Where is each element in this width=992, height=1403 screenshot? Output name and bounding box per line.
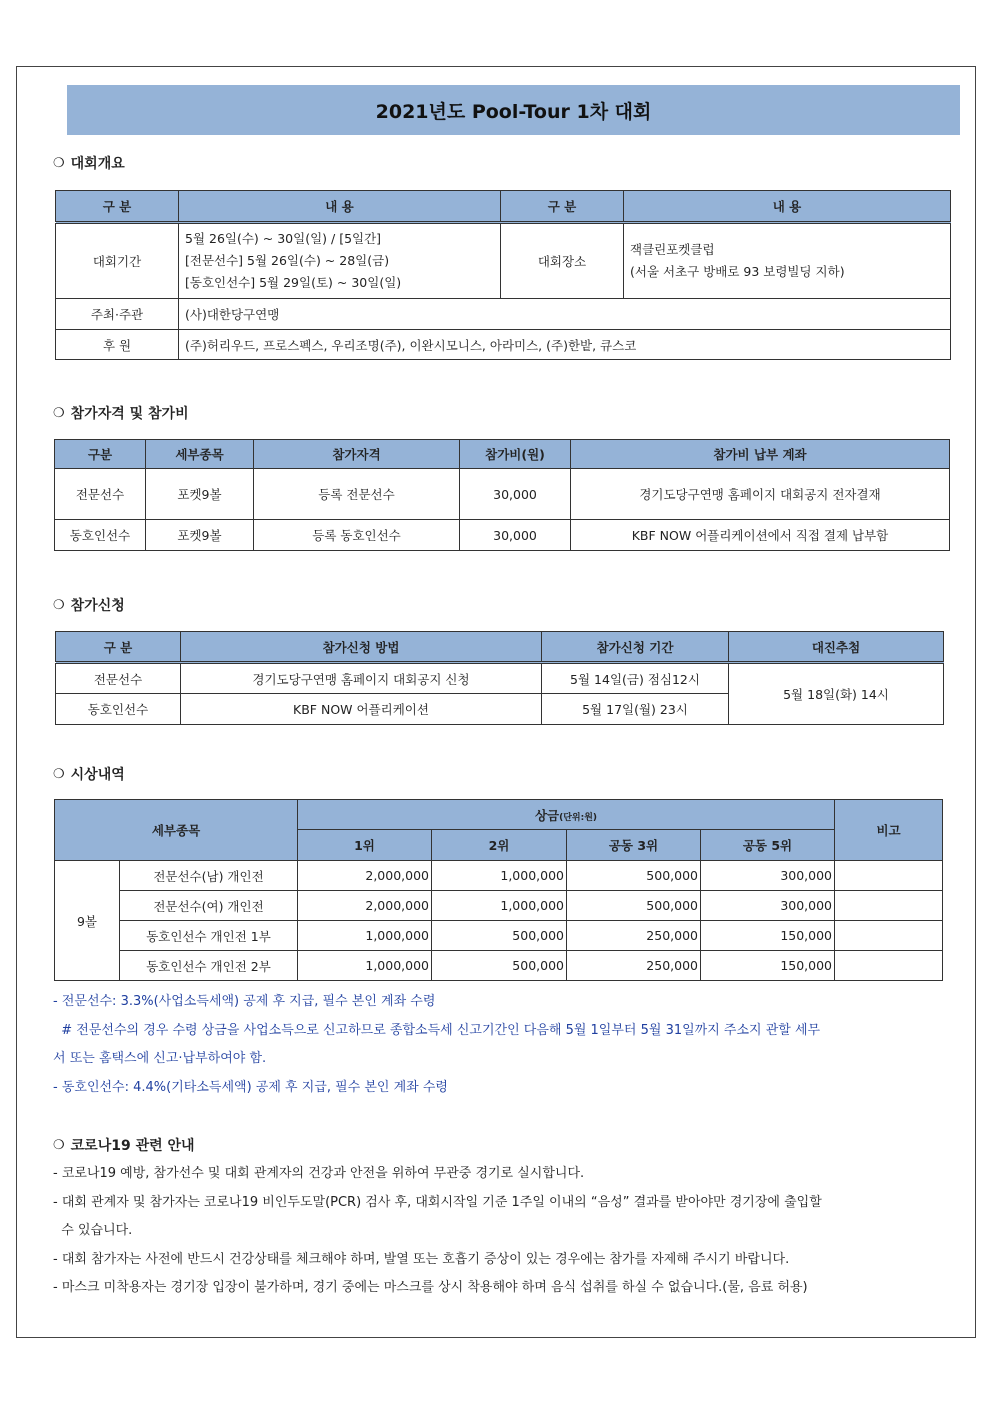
table-cell: 30,000	[460, 469, 571, 520]
circle-bullet-icon: ❍	[53, 766, 65, 782]
eligibility-table	[54, 439, 950, 551]
prize-value: 150,000	[701, 921, 835, 951]
header-cell: 세부종목	[146, 440, 254, 469]
circle-bullet-icon: ❍	[53, 597, 65, 613]
prize-value: 1,000,000	[298, 951, 432, 981]
section-title: 대회개요	[70, 156, 125, 172]
notice-line: - 대회 참가자는 사전에 반드시 건강상태를 체크해야 하며, 발열 또는 호흡기 증상이 있는 경우에는 참가를 자제해 주시기 바랍니다.	[53, 1251, 790, 1267]
note-line: - 동호인선수: 4.4%(기타소득세액) 공제 후 지급, 필수 본인 계좌 수령	[53, 1079, 448, 1095]
notice-line: - 코로나19 예방, 참가선수 및 대회 관계자의 건강과 안전을 위하여 무관중 경기로 실시합니다.	[53, 1166, 585, 1181]
table-cell: KBF NOW 어플리케이션	[181, 694, 542, 725]
prize-value: 250,000	[567, 951, 701, 981]
section-title: 참가자격 및 참가비	[70, 406, 189, 422]
header-cell: 참가비(원)	[460, 440, 571, 469]
prize-value: 300,000	[701, 891, 835, 921]
prize-value: 1,000,000	[298, 921, 432, 951]
table-cell: 동호인선수	[55, 520, 146, 551]
table-cell: 5월 14일(금) 점심12시	[542, 663, 729, 694]
note-line: # 전문선수의 경우 수령 상금을 사업소득으로 신고하므로 종합소득세 신고기간인 다음해 5월 1일부터 5월 31일까지 주소지 관할 세무	[53, 1022, 821, 1038]
covid-notice	[53, 1160, 953, 1303]
header-cell: 구분	[55, 440, 146, 469]
header-place: 2위	[432, 830, 567, 861]
table-cell: 동호인선수	[56, 694, 181, 725]
header-cell: 구 분	[501, 191, 624, 223]
event-name: 전문선수(남) 개인전	[120, 861, 298, 891]
prize-unit: (단위:원)	[559, 812, 598, 823]
header-cell: 구 분	[56, 191, 179, 223]
notice-line: - 대회 관계자 및 참가자는 코로나19 비인두도말(PCR) 검사 후, 대회시작일 기준 1주일 이내의 “음성” 결과를 받아야만 경기장에 출입할	[53, 1194, 822, 1210]
event-name: 동호인선수 개인전 1부	[120, 921, 298, 951]
note-cell	[835, 951, 943, 981]
header-cell: 참가비 납부 계좌	[571, 440, 950, 469]
section-heading-registration	[53, 595, 125, 615]
table-cell: 경기도당구연맹 홈페이지 대회공지 신청	[181, 663, 542, 694]
header-place: 공동 5위	[701, 830, 835, 861]
table-cell: 포켓9볼	[146, 520, 254, 551]
note-cell	[835, 921, 943, 951]
prize-value: 500,000	[432, 921, 567, 951]
table-cell: 30,000	[460, 520, 571, 551]
overview-table	[55, 190, 951, 360]
note-cell	[835, 861, 943, 891]
notice-line: 수 있습니다.	[53, 1223, 133, 1238]
header-cell: 대진추첨	[729, 632, 944, 663]
period-label: 대회기간	[56, 223, 179, 299]
prize-value: 500,000	[432, 951, 567, 981]
section-heading-prizes	[53, 764, 125, 784]
circle-bullet-icon: ❍	[53, 155, 65, 171]
prize-value: 2,000,000	[298, 861, 432, 891]
table-cell: 포켓9볼	[146, 469, 254, 520]
host-label: 주최·주관	[56, 299, 179, 330]
header-cell: 참가신청 기간	[542, 632, 729, 663]
prize-value: 2,000,000	[298, 891, 432, 921]
circle-bullet-icon: ❍	[53, 1137, 65, 1153]
table-cell: 전문선수	[55, 469, 146, 520]
section-title: 참가신청	[70, 598, 125, 614]
header-cell: 내 용	[179, 191, 501, 223]
table-cell: 등록 전문선수	[254, 469, 460, 520]
venue-value	[624, 223, 951, 299]
prize-value: 250,000	[567, 921, 701, 951]
header-place: 1위	[298, 830, 432, 861]
group-cell: 9볼	[55, 861, 120, 981]
draw-date: 5월 18일(화) 14시	[729, 663, 944, 725]
notice-line: - 마스크 미착용자는 경기장 입장이 불가하며, 경기 중에는 마스크를 상시 착용해야 하며 음식 섭취를 하실 수 없습니다.(물, 음료 허용)	[53, 1280, 808, 1295]
period-line: [전문선수] 5월 26일(수) ~ 28일(금)	[185, 253, 390, 268]
header-prize	[298, 800, 835, 830]
event-name: 동호인선수 개인전 2부	[120, 951, 298, 981]
prize-value: 1,000,000	[432, 861, 567, 891]
prize-table	[54, 799, 943, 981]
header-note: 비고	[835, 800, 943, 861]
note-cell	[835, 891, 943, 921]
prize-label: 상금	[534, 807, 560, 823]
venue-label: 대회장소	[501, 223, 624, 299]
section-title: 시상내역	[70, 767, 125, 783]
header-cell: 내 용	[624, 191, 951, 223]
header-cell: 참가신청 방법	[181, 632, 542, 663]
page-title: 2021년도 Pool-Tour 1차 대회	[67, 85, 960, 135]
venue-line: (서울 서초구 방배로 93 보령빌딩 지하)	[630, 264, 845, 279]
table-cell: 전문선수	[56, 663, 181, 694]
prize-notes	[53, 988, 820, 1102]
prize-value: 150,000	[701, 951, 835, 981]
period-value	[179, 223, 501, 299]
table-cell: KBF NOW 어플리케이션에서 직접 결제 납부함	[571, 520, 950, 551]
registration-table	[55, 631, 944, 725]
section-heading-eligibility	[53, 403, 189, 423]
note-line: - 전문선수: 3.3%(사업소득세액) 공제 후 지급, 필수 본인 계좌 수령	[53, 994, 436, 1009]
prize-value: 500,000	[567, 861, 701, 891]
period-line: [동호인선수] 5월 29일(토) ~ 30일(일)	[185, 275, 402, 290]
circle-bullet-icon: ❍	[53, 405, 65, 421]
section-title: 코로나19 관련 안내	[70, 1138, 195, 1154]
prize-value: 1,000,000	[432, 891, 567, 921]
sponsor-value: (주)허리우드, 프로스펙스, 우리조명(주), 이완시모니스, 아라미스, (주)한밭, 큐스코	[179, 330, 951, 360]
sponsor-label: 후 원	[56, 330, 179, 360]
section-heading-overview	[53, 153, 125, 173]
table-cell: 등록 동호인선수	[254, 520, 460, 551]
venue-line: 잭클린포켓클럽	[630, 242, 715, 257]
table-cell: 5월 17일(월) 23시	[542, 694, 729, 725]
prize-value: 500,000	[567, 891, 701, 921]
note-line: 서 또는 홈택스에 신고·납부하여야 함.	[53, 1051, 267, 1066]
section-heading-covid	[53, 1135, 195, 1155]
prize-value: 300,000	[701, 861, 835, 891]
host-value: (사)대한당구연맹	[179, 299, 951, 330]
header-cell: 참가자격	[254, 440, 460, 469]
header-event: 세부종목	[55, 800, 298, 861]
period-line: 5월 26일(수) ~ 30일(일) / [5일간]	[185, 231, 382, 246]
table-cell: 경기도당구연맹 홈페이지 대회공지 전자결재	[571, 469, 950, 520]
header-place: 공동 3위	[567, 830, 701, 861]
event-name: 전문선수(여) 개인전	[120, 891, 298, 921]
header-cell: 구 분	[56, 632, 181, 663]
